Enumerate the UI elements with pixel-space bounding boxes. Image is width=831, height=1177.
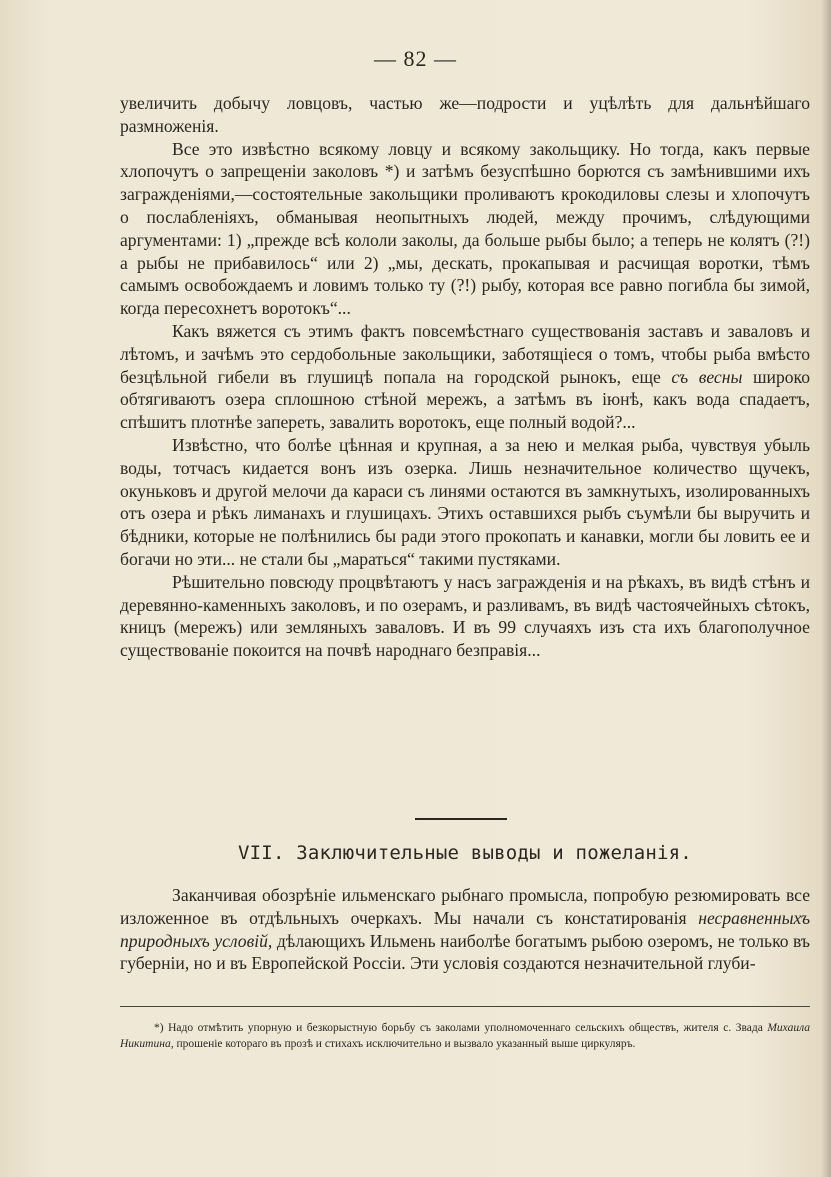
body-text bbox=[120, 92, 810, 662]
footnote bbox=[120, 1020, 810, 1052]
paragraph-3-text-a: Какъ вяжется съ этимъ фактъ повсемѣстнаго существованія заставъ и заваловъ и лѣтомъ, и зачѣмъ это сердобольные закольщики, заботящіеся о томъ, чтобы рыба вмѣсто безцѣльной гибели въ глушицѣ попала на городской рынокъ, еще bbox=[120, 320, 810, 387]
paragraph-4: Извѣстно, что болѣе цѣнная и крупная, а за нею и мелкая рыба, чувствуя убыль воды, тотчасъ кидается вонъ изъ озерка. Лишь незначительное количество щучекъ, окуньковъ и другой мелочи да караси съ линями остаются въ замкнутыхъ, изолированныхъ отъ озера и рѣкъ лиманахъ и глушицахъ. Этихъ оставшихся рыбъ съумѣли бы выручить и бѣдники, которые не полѣнились бы ради этого прокопать и канавки, могли бы ловить ее и богачи но эти... не стали бы „мараться“ такими пустяками. bbox=[120, 434, 810, 569]
paragraph-3-text-b: широко обтягиваютъ озера сплошною стѣной мережъ, а затѣмъ въ іюнѣ, какъ вода спадаетъ, спѣшитъ плотнѣе запереть, завалить воротокъ, еще полный водой?... bbox=[120, 366, 811, 433]
section-paragraph-text-a: Заканчивая обозрѣніе ильменскаго рыбнаго промысла, попробую резюмировать все изложенное въ отдѣльныхъ очеркахъ. Мы начали съ констатированія bbox=[120, 885, 810, 928]
footnote-text-a: *) Надо отмѣтить упорную и безкорыстную борьбу съ заколами уполномоченнаго сельскихъ обществъ, жителя с. Звада bbox=[154, 1022, 768, 1034]
section-text bbox=[120, 884, 810, 975]
paragraph-2-text-a: Все это извѣстно всякому ловцу и всякому закольщику. Но тогда, какъ первые хлопочутъ о запрещеніи заколовъ bbox=[120, 138, 810, 182]
paragraph-2 bbox=[120, 138, 810, 320]
section-paragraph-1 bbox=[120, 884, 810, 975]
paragraph-3-italic: съ весны bbox=[671, 366, 743, 387]
footnote-text-b: прошеніе котораго въ прозѣ и стихахъ исключительно и вызвало указанный выше циркуляръ. bbox=[173, 1038, 636, 1050]
paragraph-3 bbox=[120, 320, 810, 434]
footnote-paragraph bbox=[120, 1020, 810, 1052]
footnote-divider bbox=[120, 1006, 810, 1007]
page-edge-shadow bbox=[821, 0, 831, 1177]
paragraph-5: Рѣшительно повсюду процвѣтаютъ у насъ загражденія и на рѣкахъ, въ видѣ стѣнъ и деревянно-каменныхъ заколовъ, и по озерамъ, и разливамъ, въ видѣ частоячейныхъ сѣтокъ, кницъ (мережъ) или земляныхъ заваловъ. И въ 99 случаяхъ изъ ста ихъ благополучное существованіе покоится на почвѣ народнаго безправія... bbox=[120, 571, 810, 661]
page-number: — 82 — bbox=[374, 46, 457, 71]
section-paragraph-italic: несравненныхъ природныхъ условій, bbox=[120, 907, 810, 951]
footnote-italic: Михаила Никитина, bbox=[120, 1022, 810, 1050]
section-heading: VII. Заключительные выводы и пожеланія. bbox=[238, 842, 692, 864]
paragraph-2-text-b: и затѣмъ безуспѣшно борются съ замѣнившими ихъ загражденіями,—состоятельные закольщики проливаютъ крокодиловы слезы и хлопочутъ о послабленіяхъ, обманывая неопытныхъ людей, между прочимъ, слѣдующими аргументами: 1) „прежде всѣ кололи заколы, да больше рыбы было; а теперь не колятъ (?!) а рыбы не прибавилось“ или 2) „мы, дескать, прокапывая и расчищая воротки, тѣмъ самымъ освобождаемъ и ловимъ только ту (?!) рыбу, которая все равно погибла бы зимой, когда пересохнетъ воротокъ“... bbox=[120, 161, 811, 319]
footnote-marker: *) bbox=[378, 161, 400, 182]
section-paragraph-text-b: дѣлающихъ Ильмень наиболѣе богатымъ рыбою озеромъ, не только въ губерніи, но и въ Европейской Россіи. Эти условія создаются незначительной глуби- bbox=[120, 930, 810, 974]
section-divider bbox=[415, 818, 507, 820]
paragraph-1: увеличить добычу ловцовъ, частью же—подрости и уцѣлѣть для дальнѣйшаго размноженія. bbox=[120, 93, 810, 136]
